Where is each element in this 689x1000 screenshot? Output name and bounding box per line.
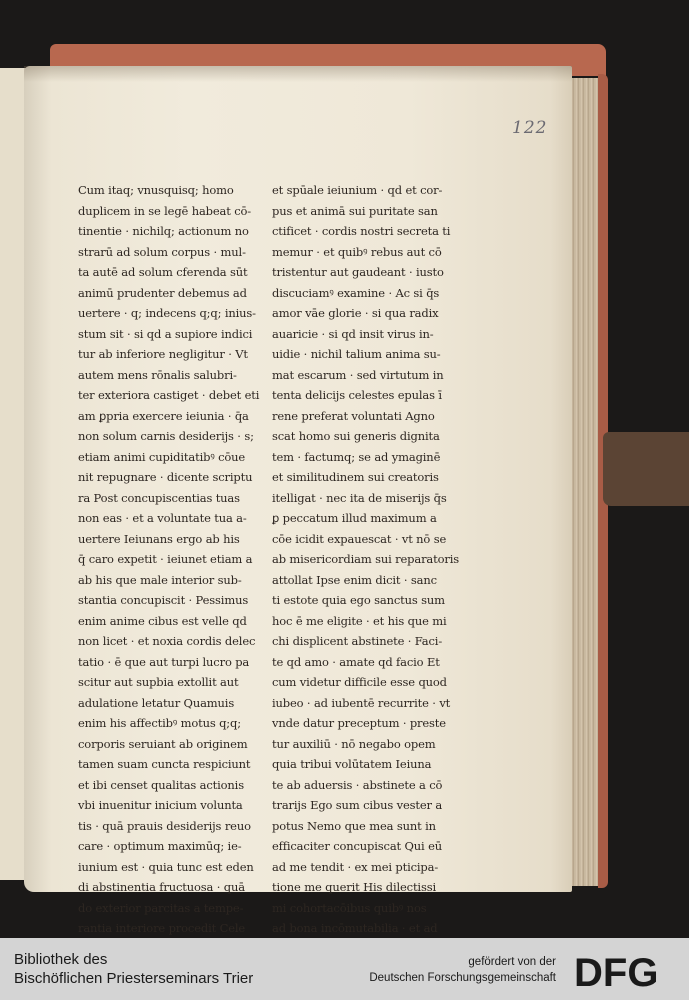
right-column-line: vnde datur preceptum · preste: [272, 716, 446, 730]
right-column-line: tenta delicijs celestes epulas ī: [272, 388, 442, 402]
right-column-line: tione me querit His dilectissi: [272, 880, 436, 894]
right-column-line: et spūale ieiunium · qd et cor-: [272, 183, 443, 197]
folio-number: 122: [512, 118, 548, 138]
left-column-line: stantia concupiscit · Pessimus: [78, 593, 249, 607]
left-column-line: enim anime cibus est velle qd: [78, 613, 247, 628]
left-column-line: duplicem in se legē habeat cō-: [78, 203, 252, 218]
funding-line-1: gefördert von der: [468, 956, 556, 968]
right-column-line: ti estote quia ego sanctus sum: [272, 593, 445, 607]
right-column-line: rene preferat voluntati Agno: [272, 408, 435, 423]
page-shadow: [24, 66, 572, 82]
left-column-line: ra Post concupiscentias tuas: [78, 490, 240, 505]
right-column-line: chi displicent abstinete · Faci-: [272, 634, 443, 648]
left-column-line: vbi inuenitur inicium volunta: [78, 798, 243, 812]
left-column-line: Cum itaq; vnusquisq; homo: [78, 183, 234, 197]
right-column-line: quia tribui volūtatem Ieiuna: [272, 757, 432, 771]
left-column-line: tatio · ē que aut turpi lucro pa: [78, 654, 250, 669]
right-column-line: scat homo sui generis dignita: [272, 429, 440, 443]
right-column-line: efficaciter concupiscat Qui eū: [272, 839, 443, 853]
right-column-line: iubeo · ad iubentē recurrite · vt: [272, 695, 451, 710]
left-column-line: am ꝑpria exercere ieiunia · q̄a: [78, 408, 249, 423]
right-column-line: hoc ē me eligite · et his que mi: [272, 613, 447, 628]
right-column-line: trarijs Ego sum cibus vester a: [272, 798, 443, 812]
left-column-line: tinentie · nichilq; actionum no: [78, 224, 249, 238]
left-column-line: etiam animi cupiditatibꝰ cōue: [78, 449, 246, 464]
right-column-line: tem · factumq; se ad ymaginē: [272, 449, 441, 464]
text-column-right: [272, 180, 459, 959]
left-column-line: corporis seruiant ab originem: [78, 736, 248, 751]
left-column-line: tur ab inferiore negligitur · Vt: [78, 347, 248, 361]
left-column-line: nit repugnare · dicente scriptu: [78, 470, 253, 484]
right-column-line: attollat Ipse enim dicit · sanc: [272, 572, 437, 587]
funding-note: [369, 954, 556, 986]
right-column-line: te qd amo · amate qd facio Et: [272, 654, 440, 669]
right-column-line: cum videtur difficile esse quod: [272, 675, 447, 689]
left-column-line: non solum carnis desiderijs · s;: [78, 429, 254, 443]
right-column-line: ad bona incōmutabilia · et ad: [272, 921, 438, 935]
right-column-line: ctificet · cordis nostri secreta ti: [272, 224, 451, 238]
right-column-line: mat escarum · sed virtutum in: [272, 367, 444, 382]
right-column-line: te ab aduersis · abstinete a cō: [272, 777, 443, 792]
left-column-line: tamen suam cuncta respiciunt: [78, 757, 251, 771]
library-name-line-1: Bibliothek des: [14, 951, 108, 968]
right-column-line: itelligat · nec ita de miserijs q̄s: [272, 490, 447, 505]
left-column-line: et ibi censet qualitas actionis: [78, 777, 244, 792]
right-column-line: uidie · nichil talium anima su-: [272, 347, 441, 361]
left-column-line: ta autē ad solum cferenda sūt: [78, 265, 248, 279]
right-column-line: ꝑ peccatum illud maximum a: [272, 511, 437, 525]
right-column-line: ad me tendit · ex mei pticipa-: [272, 859, 439, 874]
right-column-line: cōe icidit expauescat · vt nō se: [272, 531, 447, 546]
left-column-line: do exterior parcitas a tempe-: [78, 900, 244, 915]
right-column-line: tristentur aut gaudeant · iusto: [272, 265, 444, 279]
left-column-line: di abstinentia fructuosa · quā: [78, 880, 245, 894]
funding-line-2: Deutschen Forschungsgemeinschaft: [369, 972, 556, 984]
right-column-line: potus Nemo que mea sunt in: [272, 818, 436, 833]
left-column-line: enim his affectibꝰ motus q;q;: [78, 716, 241, 730]
leather-strap: [603, 432, 689, 506]
left-column-line: q̄ caro expetit · ieiunet etiam a: [78, 552, 253, 566]
right-column-line: et similitudinem sui creatoris: [272, 470, 439, 484]
right-column-line: pus et animā sui puritate san: [272, 203, 438, 218]
dfg-logo: [572, 950, 682, 995]
library-name: [14, 950, 253, 988]
text-column-left: [78, 180, 260, 959]
left-column-line: scitur aut supbia extollit aut: [78, 675, 239, 689]
left-column-line: ter exteriora castiget · debet eti: [78, 388, 260, 402]
right-column-line: discuciamꝰ examine · Ac si q̄s: [272, 285, 440, 300]
right-column-line: mi cohortacōibus quibꝰ nos: [272, 900, 427, 915]
left-column-line: rantia interiore procedit Cele: [78, 921, 246, 935]
left-column-line: care · optimum maximūq; ie-: [78, 839, 242, 853]
left-column-line: uertere Ieiunans ergo ab his: [78, 531, 240, 546]
library-name-line-2: Bischöflichen Priesterseminars Trier: [14, 970, 254, 987]
right-column-line: auaricie · si qd insit virus in-: [272, 326, 434, 341]
right-column-line: tur auxiliū · nō negabo opem: [272, 736, 436, 751]
left-column-line: uertere · q; indecens q;q; inius-: [78, 306, 256, 320]
left-column-line: autem mens rōnalis salubri-: [78, 367, 237, 382]
left-column-line: stum sit · si qd a supiore indici: [78, 326, 253, 341]
dfg-logo-text: DFG: [574, 951, 659, 995]
right-column-line: ab misericordiam sui reparatoris: [272, 552, 459, 566]
left-column-line: non eas · et a voluntate tua a-: [78, 511, 247, 525]
left-column-line: strarū ad solum corpus · mul-: [78, 244, 246, 259]
right-column-line: memur · et quibꝰ rebus aut cō: [272, 244, 442, 259]
left-column-line: iunium est · quia tunc est eden: [78, 859, 254, 874]
left-column-line: adulatione letatur Quamuis: [78, 695, 235, 710]
left-column-line: ab his que male interior sub-: [78, 572, 242, 587]
left-column-line: non licet · et noxia cordis delec: [78, 634, 256, 648]
left-column-line: tis · quā prauis desiderijs reuo: [78, 818, 251, 833]
right-column-line: amor vāe glorie · si qua radix: [272, 306, 439, 320]
left-column-line: animū prudenter debemus ad: [78, 285, 247, 300]
